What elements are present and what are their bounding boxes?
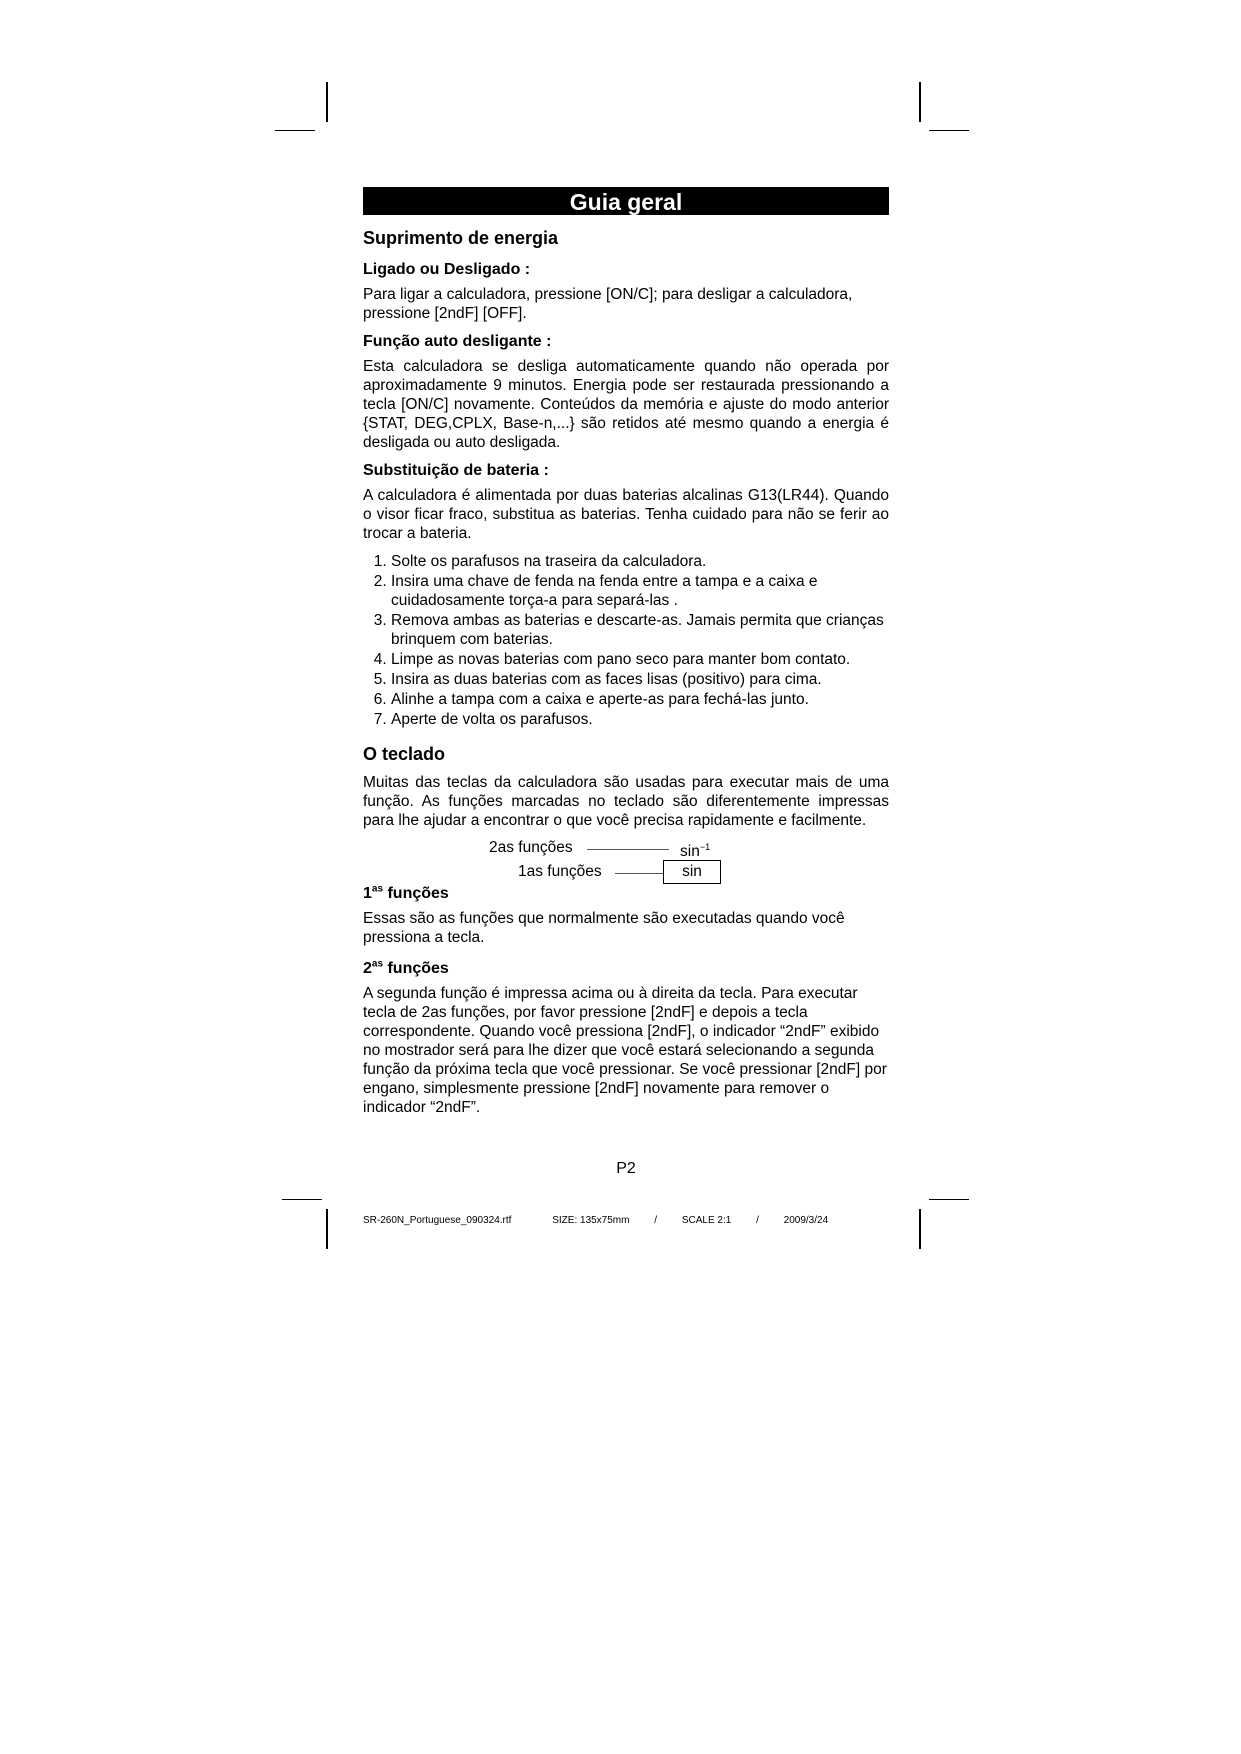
keyboard-intro: Muitas das teclas da calculadora são usadas para executar mais de uma função. As funções marcadas no teclado são diferentemente impressas para lhe ajudar a encontrar o que você precisa rapidamente e facilmente.: [363, 774, 889, 829]
footer-date: 2009/3/24: [783, 1215, 829, 1226]
list-item: 7. Aperte de volta os parafusos.: [391, 710, 889, 729]
second-functions-word: funções: [383, 960, 449, 977]
list-item: 4. Limpe as novas baterias com pano seco para manter bom contato.: [391, 650, 889, 669]
first-functions-word: funções: [383, 885, 449, 902]
crop-mark: [282, 1199, 322, 1200]
second-functions-text: A segunda função é impressa acima ou à direita da tecla. Para executar tecla de 2as funções, por favor pressione [2ndF] e depois a tecla correspondente. Quando você pressiona [2ndF], o indicador “2ndF” exibido no mostrador será para lhe dizer que você estará selecionando a segunda função da próxima tecla que você pressionar. Se você pressionar [2ndF] por engano, simplesmente pressione [2ndF] novamente para remover o indicador “2ndF”.: [363, 985, 887, 1116]
page-title-banner: Guia geral: [363, 187, 889, 215]
list-item: 1. Solte os parafusos na traseira da calculadora.: [391, 552, 889, 571]
crop-mark: [919, 1209, 921, 1249]
list-item: 2. Insira uma chave de fenda na fenda entre a tampa e a caixa e cuidadosamente torça-a para separá-las .: [391, 572, 889, 610]
crop-mark: [929, 1199, 969, 1200]
auto-off-heading: Função auto desligante :: [363, 333, 552, 350]
list-item: 6. Alinhe a tampa com a caixa e aperte-as para fechá-las junto.: [391, 690, 889, 709]
footer-file: SR-260N_Portuguese_090324.rtf: [363, 1215, 512, 1226]
page-number: P2: [616, 1160, 636, 1177]
footer-size: SIZE: 135x75mm: [552, 1215, 630, 1226]
footer-separator: /: [756, 1215, 759, 1226]
key-second-function-sup: −1: [699, 842, 711, 852]
crop-mark: [919, 82, 921, 122]
second-functions-sup: as: [371, 958, 384, 970]
list-item: 3. Remova ambas as baterias e descarte-as. Jamais permita que crianças brinquem com baterias.: [391, 611, 889, 649]
second-functions-label: 2as funções: [489, 839, 573, 856]
section-heading-keyboard: O teclado: [363, 744, 446, 764]
second-functions-num: 2: [363, 960, 372, 977]
key-second-function-text: sin: [680, 843, 700, 861]
second-functions-heading: [363, 959, 889, 979]
crop-mark: [275, 130, 315, 131]
key-function-diagram: [363, 838, 889, 886]
footer-separator: /: [654, 1215, 658, 1226]
battery-heading: Substituição de bateria :: [363, 462, 549, 479]
first-functions-text: Essas são as funções que normalmente são executadas quando você pressiona a tecla.: [363, 910, 845, 946]
first-functions-heading: [363, 884, 889, 904]
section-heading-power: Suprimento de energia: [363, 228, 559, 248]
first-functions-label: 1as funções: [518, 863, 602, 880]
crop-mark: [326, 1209, 328, 1249]
battery-text: A calculadora é alimentada por duas baterias alcalinas G13(LR44). Quando o visor ficar fraco, substitua as baterias. Tenha cuidado para não se ferir ao trocar a bateria.: [363, 487, 889, 542]
crop-mark: [929, 130, 969, 131]
footer-scale: SCALE 2:1: [681, 1215, 732, 1226]
key-second-function: [680, 838, 710, 861]
list-item: 5. Insira as duas baterias com as faces lisas (positivo) para cima.: [391, 670, 889, 689]
sin-key: sin: [663, 860, 721, 884]
manual-page: [363, 187, 889, 1177]
connector-line: [587, 849, 669, 850]
onoff-heading: Ligado ou Desligado :: [363, 261, 531, 278]
battery-steps: [363, 552, 889, 729]
crop-mark: [326, 82, 328, 122]
first-functions-sup: as: [371, 883, 384, 895]
auto-off-text: Esta calculadora se desliga automaticamente quando não operada por aproximadamente 9 minutos. Energia pode ser restaurada pressionando a tecla [ON/C] novamente. Conteúdos da memória e ajuste do modo anterior {STAT, DEG,CPLX, Base-n,...} são retidos até mesmo quando a energia é desligada ou auto desligada.: [363, 358, 889, 451]
first-functions-num: 1: [363, 885, 372, 902]
print-footer: [363, 1215, 866, 1226]
connector-line: [615, 873, 663, 874]
onoff-text: Para ligar a calculadora, pressione [ON/C]; para desligar a calculadora, pressione [2ndF] [OFF].: [363, 286, 853, 322]
